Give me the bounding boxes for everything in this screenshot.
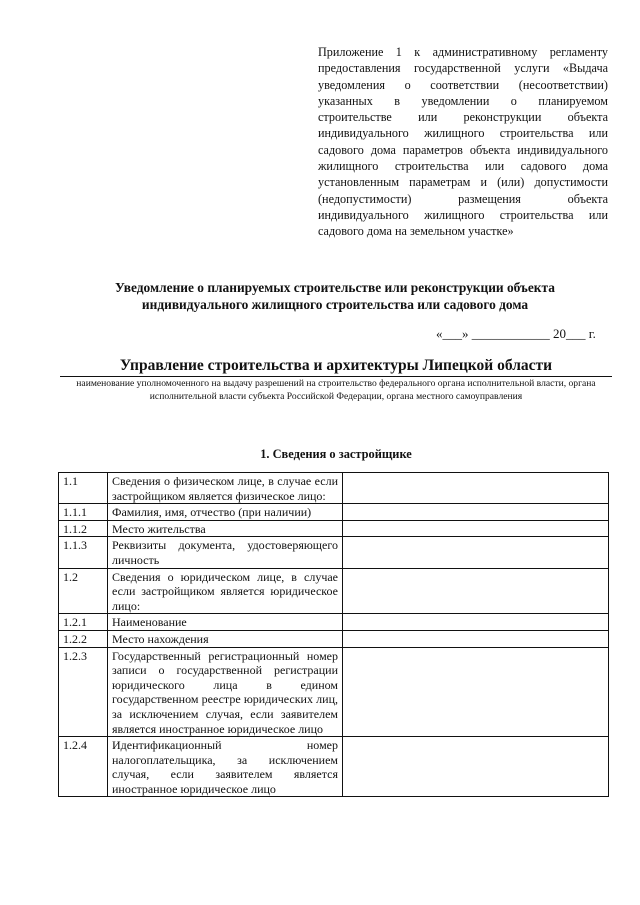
- row-value-field[interactable]: [343, 504, 609, 521]
- row-number: 1.2.2: [59, 630, 108, 647]
- table-row: [59, 647, 609, 737]
- table-row: [59, 504, 609, 521]
- row-label: Идентификационный номер налогоплательщика, за исключением случая, если заявителем является иностранное юридическое лицо: [108, 737, 343, 797]
- document-title-line-1: Уведомление о планируемых строительстве или реконструкции объекта: [115, 280, 555, 295]
- row-number: 1.2.3: [59, 647, 108, 737]
- row-label: Государственный регистрационный номер записи о государственной регистрации юридического лица в едином государственном реестре юридических лиц, за исключением случая, если заявителем является иностранное юридическое лицо: [108, 647, 343, 737]
- row-number: 1.2.4: [59, 737, 108, 797]
- date-line: «___» ____________ 20___ г.: [436, 326, 596, 341]
- table-row: [59, 537, 609, 568]
- row-value-field[interactable]: [343, 473, 609, 504]
- row-label: Реквизиты документа, удостоверяющего личность: [108, 537, 343, 568]
- section-title: 1. Сведения о застройщике: [260, 447, 412, 461]
- row-value-field[interactable]: [343, 520, 609, 537]
- table-row: [59, 473, 609, 504]
- row-number: 1.2.1: [59, 614, 108, 631]
- table-row: [59, 630, 609, 647]
- row-label: Место нахождения: [108, 630, 343, 647]
- table-row: [59, 614, 609, 631]
- table-row: [59, 520, 609, 537]
- row-number: 1.2: [59, 568, 108, 614]
- authority-name: Управление строительства и архитектуры Липецкой области: [119, 357, 553, 374]
- row-number: 1.1: [59, 473, 108, 504]
- authority-underline: [60, 376, 612, 377]
- document-title: [60, 279, 610, 313]
- document-title-line-2: индивидуального жилищного строительства или садового дома: [141, 297, 529, 312]
- row-value-field[interactable]: [343, 647, 609, 737]
- table-row: [59, 568, 609, 614]
- row-label: Сведения о физическом лице, в случае если застройщиком является физическое лицо:: [108, 473, 343, 504]
- row-label: Фамилия, имя, отчество (при наличии): [108, 504, 343, 521]
- row-label: Сведения о юридическом лице, в случае если застройщиком является юридическое лицо:: [108, 568, 343, 614]
- developer-info-table: [58, 472, 609, 797]
- row-value-field[interactable]: [343, 537, 609, 568]
- row-value-field[interactable]: [343, 614, 609, 631]
- table-row: [59, 737, 609, 797]
- authority-caption: наименование уполномоченного на выдачу разрешений на строительство федерального органа исполнительной власти, органа исполнительной власти субъекта Российской Федерации, органа местного самоуправления: [76, 378, 596, 402]
- row-value-field[interactable]: [343, 568, 609, 614]
- appendix-reference: Приложение 1 к административному регламенту предоставления государственной услуги «Выдача уведомления о соответствии (несоответствии) указанных в уведомлении о планируемом строительстве или реконструкции объекта индивидуального жилищного строительства или садового дома параметров объекта индивидуального жилищного строительства или садового дома установленным параметрам и (или) допустимости (недопустимости) размещения объекта индивидуального жилищного строительства или садового дома на земельном участке»: [318, 45, 608, 239]
- row-label: Место жительства: [108, 520, 343, 537]
- row-number: 1.1.2: [59, 520, 108, 537]
- row-value-field[interactable]: [343, 737, 609, 797]
- row-number: 1.1.1: [59, 504, 108, 521]
- row-value-field[interactable]: [343, 630, 609, 647]
- row-number: 1.1.3: [59, 537, 108, 568]
- row-label: Наименование: [108, 614, 343, 631]
